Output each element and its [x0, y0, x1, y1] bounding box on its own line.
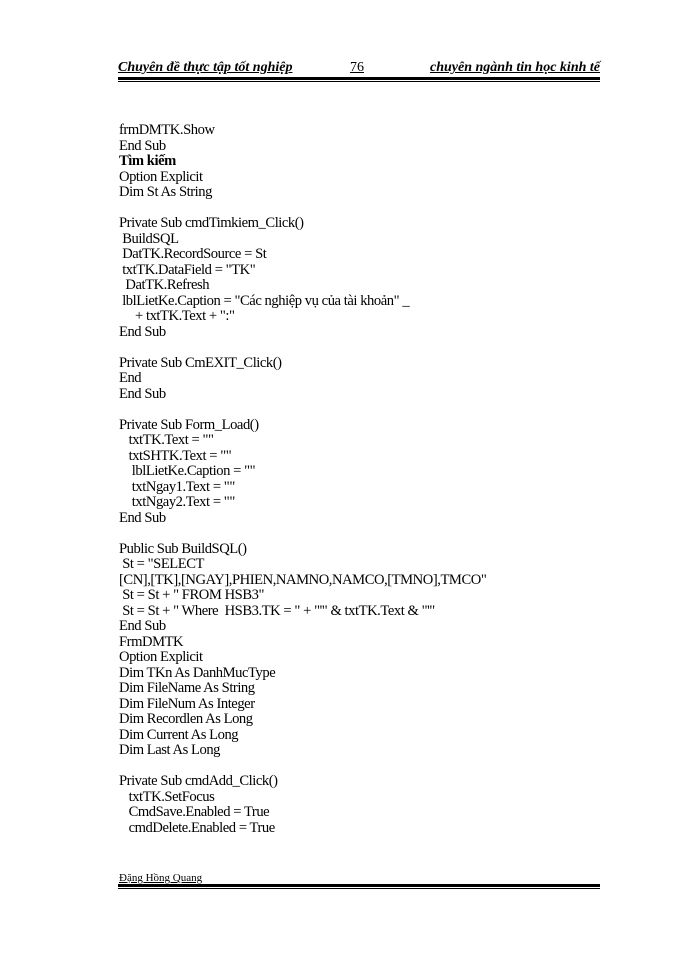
code-line: End Sub	[119, 618, 166, 634]
code-line: Public Sub BuildSQL()	[119, 540, 247, 557]
code-line: St = "SELECT	[119, 556, 204, 572]
code-line: FrmDMTK	[119, 633, 184, 650]
code-line	[119, 759, 589, 775]
code-line: DatTK.Refresh	[119, 277, 210, 293]
code-line: Option Explicit	[119, 168, 203, 185]
code-line: txtNgay1.Text = ""	[119, 478, 235, 495]
code-line: txtNgay2.Text = ""	[119, 494, 235, 510]
code-line: + txtTK.Text + ":"	[119, 308, 235, 324]
code-line: txtTK.SetFocus	[119, 788, 215, 805]
code-line: Private Sub cmdTimkiem_Click()	[119, 215, 304, 231]
code-line: Dim FileName As String	[119, 680, 255, 696]
code-line	[119, 402, 589, 418]
header-left-title: Chuyên đề thực tập tốt nghiệp	[118, 60, 293, 75]
code-line: frmDMTK.Show	[119, 122, 215, 138]
code-line	[119, 526, 589, 542]
code-line: Dim TKn As DanhMucType	[119, 664, 276, 681]
code-line: lblLietKe.Caption = "Các nghiệp vụ của tài khoản" _	[119, 292, 410, 309]
code-line: Private Sub cmdAdd_Click()	[119, 773, 278, 789]
code-line: cmdDelete.Enabled = True	[119, 819, 275, 836]
code-line	[119, 340, 589, 356]
code-line: Dim Last As Long	[119, 742, 221, 758]
code-line: Private Sub Form_Load()	[119, 416, 259, 433]
code-line: End Sub	[119, 323, 166, 340]
code-line: [CN],[TK],[NGAY],PHIEN,NAMNO,NAMCO,[TMNO],TMCO"	[119, 571, 487, 588]
code-line: CmdSave.Enabled = True	[119, 804, 270, 820]
code-line: BuildSQL	[119, 230, 179, 247]
code-line: Dim Recordlen As Long	[119, 711, 253, 727]
code-line: lblLietKe.Caption = ""	[119, 463, 256, 479]
code-line: St = St + " Where HSB3.TK = " + "'" & txtTK.Text & "'"	[119, 602, 435, 619]
code-line: Dim Current As Long	[119, 726, 239, 743]
code-line: End Sub	[119, 509, 166, 526]
code-line: End Sub	[119, 385, 166, 402]
footer-rule-thin	[118, 888, 600, 889]
code-line: txtSHTK.Text = ""	[119, 447, 232, 464]
footer-author: Đặng Hồng Quang	[119, 872, 203, 884]
header-rule-thin	[118, 81, 600, 82]
code-line	[119, 201, 589, 217]
header-rule-thick	[118, 77, 600, 80]
code-line: txtTK.DataField = "TK"	[119, 261, 256, 278]
footer-rule-thick	[118, 884, 600, 887]
code-listing	[119, 123, 589, 836]
code-line: Private Sub CmEXIT_Click()	[119, 354, 282, 371]
code-line: Dim St As String	[119, 184, 212, 200]
code-line: txtTK.Text = ""	[119, 432, 214, 448]
code-line: Dim FileNum As Integer	[119, 695, 255, 712]
code-line: Option Explicit	[119, 649, 203, 665]
page-number: 76	[350, 60, 364, 75]
page-header	[118, 58, 600, 76]
section-heading: Tìm kiếm	[119, 153, 176, 169]
code-line: St = St + " FROM HSB3"	[119, 587, 264, 603]
code-line: End Sub	[119, 137, 166, 154]
code-line: End	[119, 370, 142, 386]
header-right-title: chuyên ngành tin học kinh tế	[430, 60, 600, 75]
code-line: DatTK.RecordSource = St	[119, 246, 267, 262]
